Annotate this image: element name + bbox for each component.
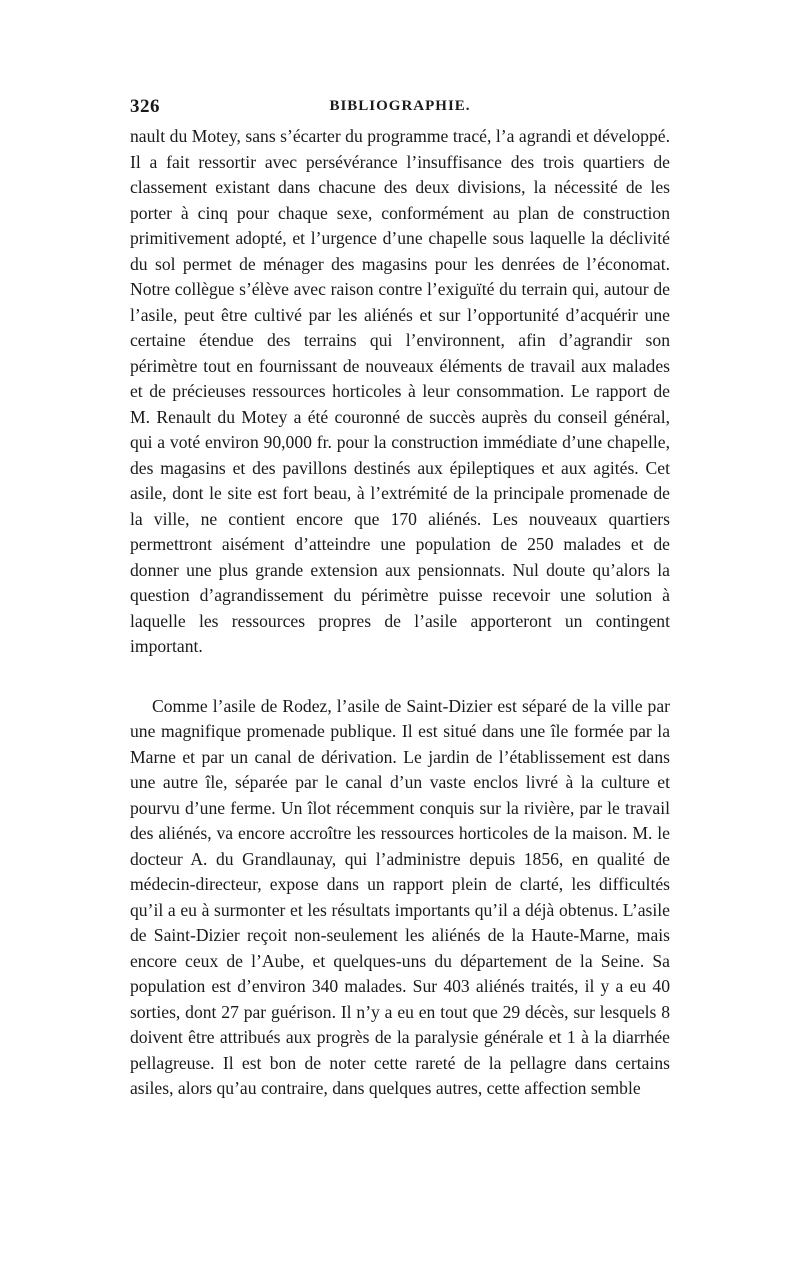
paragraph-asile-saint-dizier: Comme l’asile de Rodez, l’asile de Saint-Dizier est séparé de la ville par une magnifique promenade publique. Il est situé dans une île formée par la Marne et par un canal de dérivation. Le jardin de l’établissement est dans une autre île, séparée par le canal d’un vaste enclos livré à la culture et pourvu d’une ferme. Un îlot récemment conquis sur la rivière, par le travail des aliénés, va encore accroître les ressources horticoles de la maison. M. le docteur A. du Grandlaunay, qui l’administre depuis 1856, en qualité de médecin-directeur, expose dans un rapport plein de clarté, les difficultés qu’il a eu à surmonter et les résultats importants qu’il a déjà obtenus. L’asile de Saint-Dizier reçoit non-seulement les aliénés de la Haute-Marne, mais encore ceux de l’Aube, et quelques-uns du département de la Seine. Sa population est d’environ 340 malades. Sur 403 aliénés traités, il y a eu 40 sorties, dont 27 par guérison. Il n’y a eu en tout que 29 décès, sur lesquels 8 doivent être attribués aux progrès de la paralysie générale et 1 à la diarrhée pellagreuse. Il est bon de noter cette rareté de la pellagre dans certains asiles, alors qu’au contraire, dans quelques autres, cette affection semble: [130, 695, 670, 1098]
body-text: [130, 124, 670, 1102]
paragraph-asile-rodez: nault du Motey, sans s’écarter du programme tracé, l’a agrandi et développé. Il a fait ressortir avec persévérance l’insuffisance des trois quartiers de classement existant dans chacune des deux divisions, la nécessité de les porter à cinq pour chaque sexe, conformément au plan de construction primitivement adopté, et l’urgence d’une chapelle sous laquelle la déclivité du sol permet de ménager des magasins pour les denrées de l’économat. Notre collègue s’élève avec raison contre l’exiguïté du terrain qui, autour de l’asile, peut être cultivé par les aliénés et sur l’opportunité d’acquérir une certaine étendue des terrains qui l’environnent, afin d’agrandir son périmètre tout en fournissant de nouveaux éléments de travail aux malades et de précieuses ressources horticoles à leur consommation. Le rapport de M. Renault du Motey a été couronné de succès auprès du conseil général, qui a voté environ 90,000 fr. pour la construction immédiate d’une chapelle, des magasins et des pavillons destinés aux épileptiques et aux agités. Cet asile, dont le site est fort beau, à l’extrémité de la principale promenade de la ville, ne contient encore que 170 aliénés. Les nouveaux quartiers permettront aisément d’atteindre une population de 250 malades et de donner une plus grande extension aux pensionnats. Nul doute qu’alors la question d’agrandissement du périmètre puisse recevoir une solution à laquelle les ressources propres de l’asile apporteront un contingent important.: [130, 126, 670, 656]
page-number: 326: [130, 96, 160, 117]
running-head: [130, 96, 670, 120]
running-title: BIBLIOGRAPHIE.: [329, 98, 471, 114]
paragraph-gap: [130, 660, 670, 694]
